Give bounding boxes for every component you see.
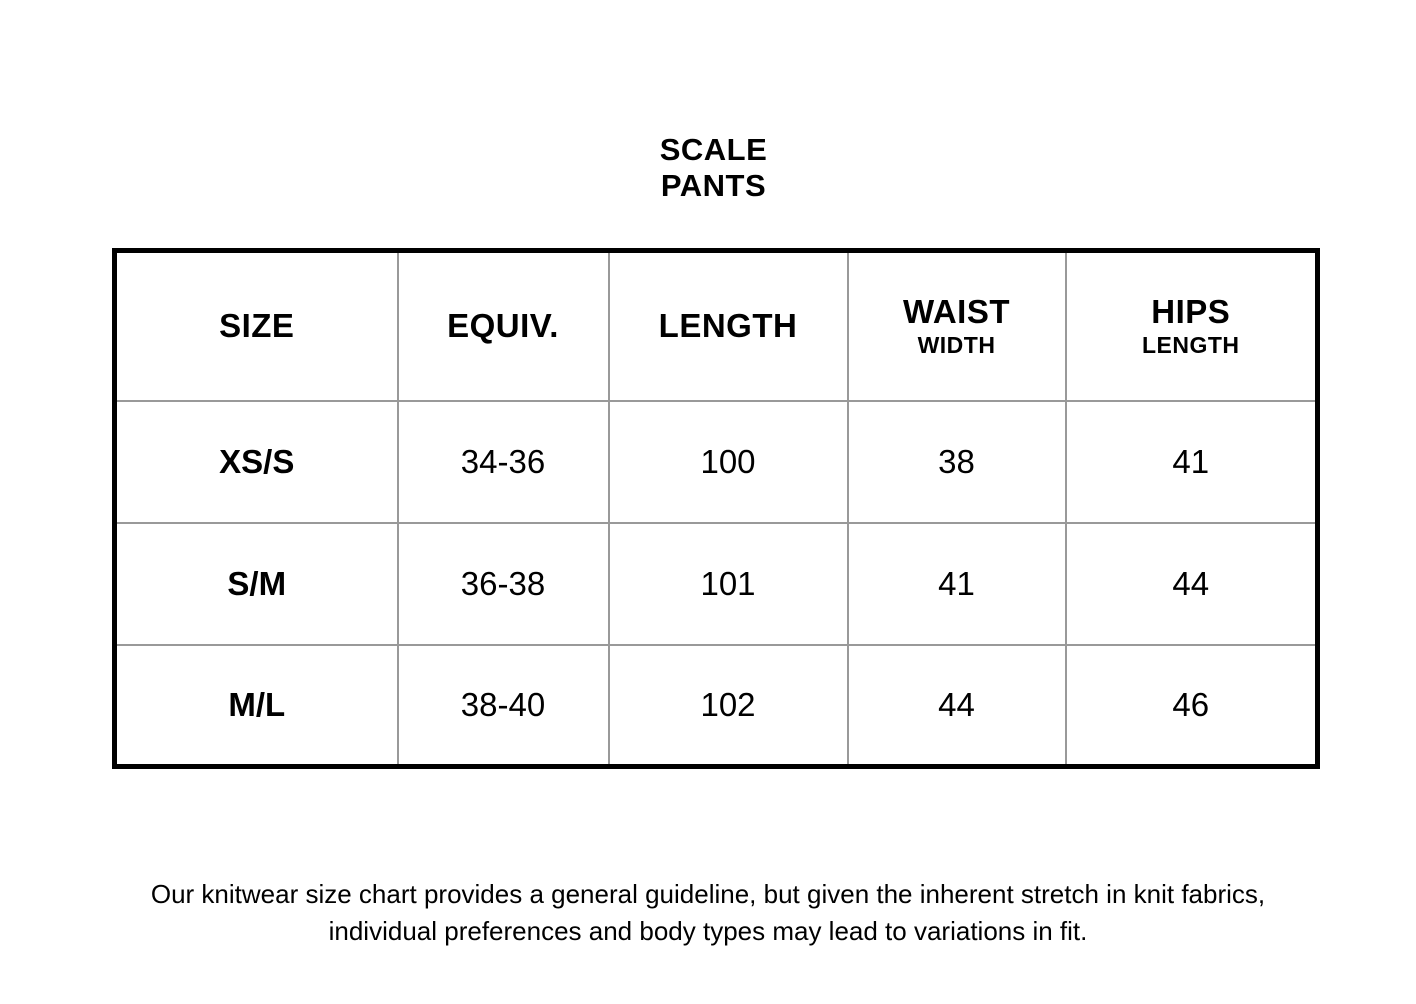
header-waist-sublabel: WIDTH [917, 332, 996, 359]
cell-equiv: 34-36 [398, 401, 609, 523]
header-size [115, 251, 398, 401]
cell-size: XS/S [115, 401, 398, 523]
header-length-label: LENGTH [658, 307, 798, 345]
header-equiv [398, 251, 609, 401]
cell-waist-width: 38 [848, 401, 1066, 523]
cell-length: 102 [609, 645, 848, 767]
header-waist-width [848, 251, 1066, 401]
cell-hips-length: 41 [1066, 401, 1318, 523]
page-title [112, 132, 1315, 204]
header-waist-label: WAIST [903, 293, 1010, 331]
size-chart-table [112, 248, 1320, 769]
cell-hips-length: 46 [1066, 645, 1318, 767]
header-length [609, 251, 848, 401]
cell-waist-width: 41 [848, 523, 1066, 645]
header-hips-length [1066, 251, 1318, 401]
disclaimer-note [0, 876, 1416, 950]
header-row [115, 251, 1318, 401]
disclaimer-line-1: Our knitwear size chart provides a general guideline, but given the inherent stretch in knit fabrics, [150, 879, 1266, 909]
header-hips-label: HIPS [1151, 293, 1231, 331]
cell-waist-width: 44 [848, 645, 1066, 767]
disclaimer-line-2: individual preferences and body types may lead to variations in fit. [328, 916, 1088, 946]
cell-size: S/M [115, 523, 398, 645]
title-line-1: SCALE [659, 132, 768, 167]
cell-length: 101 [609, 523, 848, 645]
table-row-xs-s [115, 401, 1318, 523]
cell-size: M/L [115, 645, 398, 767]
table-row-m-l [115, 645, 1318, 767]
cell-length: 100 [609, 401, 848, 523]
cell-equiv: 38-40 [398, 645, 609, 767]
cell-hips-length: 44 [1066, 523, 1318, 645]
table-row-s-m [115, 523, 1318, 645]
header-size-label: SIZE [219, 307, 295, 345]
header-equiv-label: EQUIV. [447, 307, 559, 345]
cell-equiv: 36-38 [398, 523, 609, 645]
header-hips-sublabel: LENGTH [1141, 332, 1240, 359]
title-line-2: PANTS [660, 168, 767, 203]
